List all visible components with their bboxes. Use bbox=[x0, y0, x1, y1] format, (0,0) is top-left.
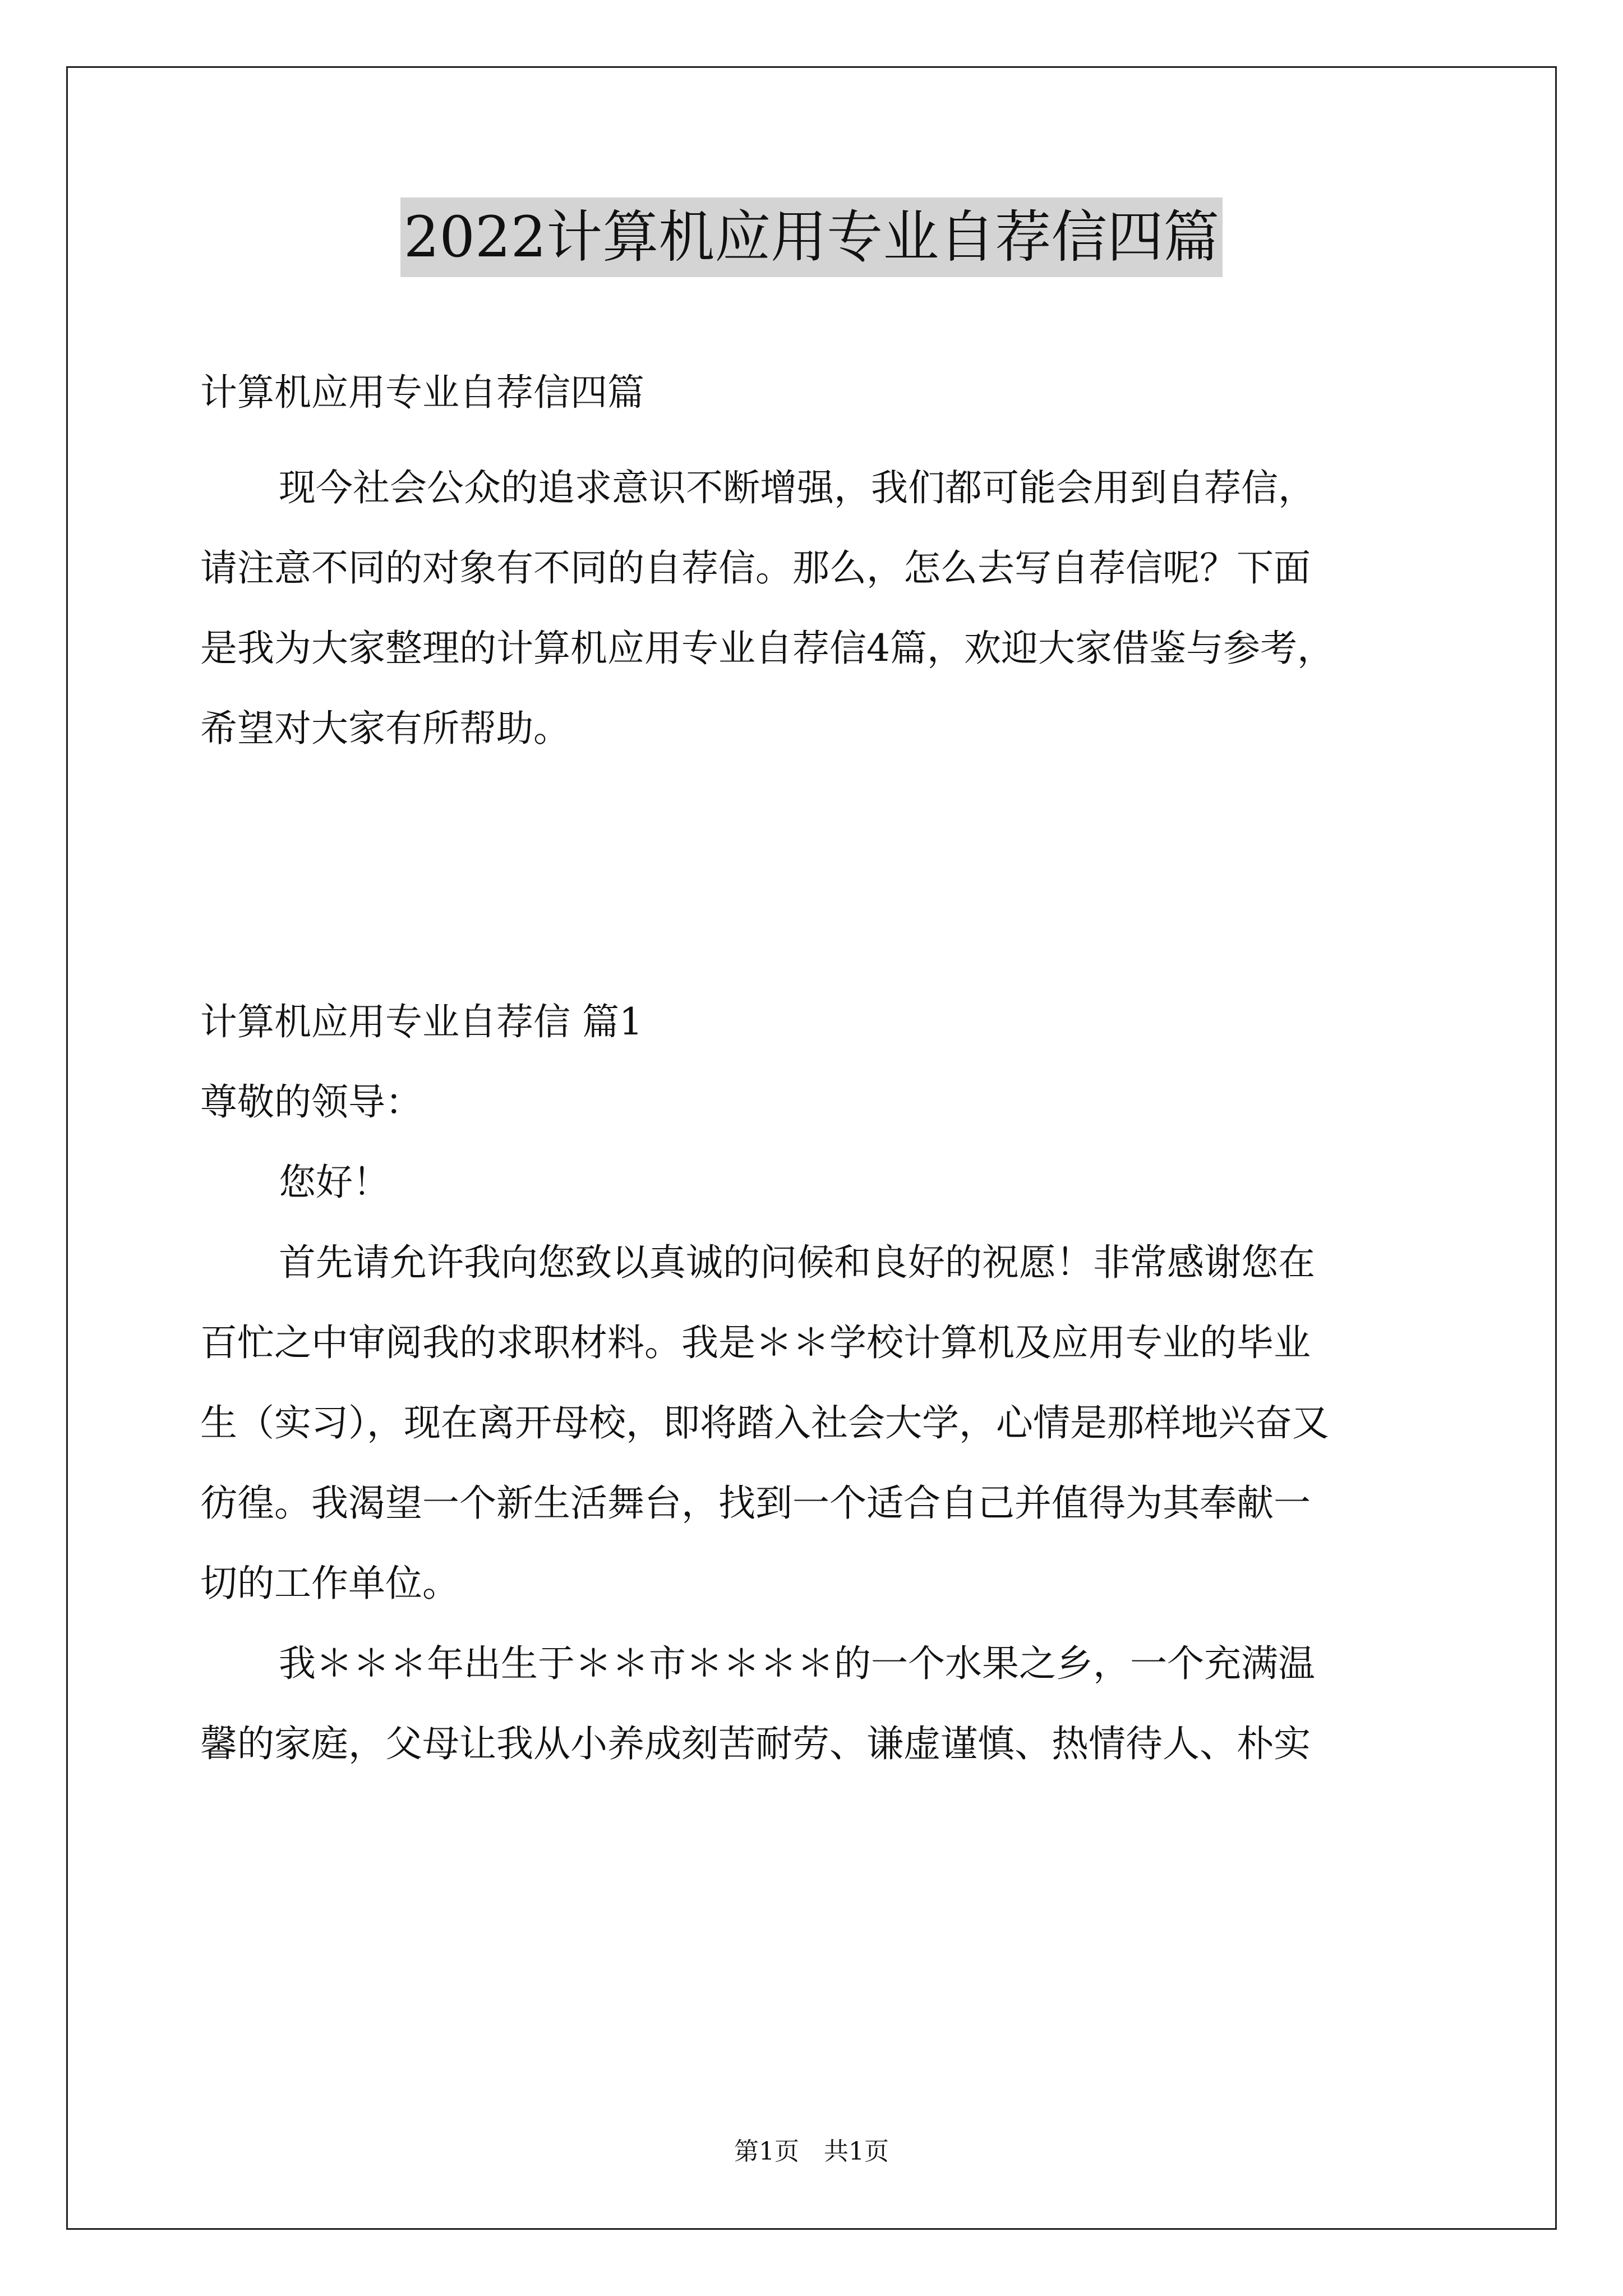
greeting: 您好！ bbox=[279, 1161, 390, 1204]
document-title-text: 2022计算机应用专业自荐信四篇 bbox=[400, 197, 1223, 277]
intro-line: 请注意不同的对象有不同的自荐信。那么，怎么去写自荐信呢？下面 bbox=[200, 546, 1311, 590]
document-subtitle: 计算机应用专业自荐信四篇 bbox=[200, 371, 644, 414]
section-heading: 计算机应用专业自荐信 篇1 bbox=[200, 1000, 643, 1043]
salutation: 尊敬的领导： bbox=[200, 1080, 422, 1124]
paragraph-line: 生（实习），现在离开母校，即将踏入社会大学，心情是那样地兴奋又 bbox=[200, 1401, 1329, 1444]
document-title bbox=[0, 197, 1623, 277]
paragraph-line: 彷徨。我渴望一个新生活舞台，找到一个适合自己并值得为其奉献一 bbox=[200, 1481, 1311, 1525]
paragraph-line: 我＊＊＊年出生于＊＊市＊＊＊＊的一个水果之乡，一个充满温 bbox=[279, 1642, 1315, 1685]
paragraph-line: 首先请允许我向您致以真诚的问候和良好的祝愿！非常感谢您在 bbox=[279, 1241, 1315, 1284]
intro-line: 现今社会公众的追求意识不断增强，我们都可能会用到自荐信， bbox=[279, 466, 1315, 509]
intro-line: 希望对大家有所帮助。 bbox=[200, 707, 570, 750]
intro-line: 是我为大家整理的计算机应用专业自荐信4篇，欢迎大家借鉴与参考， bbox=[200, 627, 1334, 670]
page-footer: 第1页 共1页 bbox=[734, 2137, 889, 2166]
paragraph-line: 百忙之中审阅我的求职材料。我是＊＊学校计算机及应用专业的毕业 bbox=[200, 1321, 1311, 1364]
paragraph-line: 馨的家庭，父母让我从小养成刻苦耐劳、谦虚谨慎、热情待人、朴实 bbox=[200, 1722, 1311, 1765]
paragraph-line: 切的工作单位。 bbox=[200, 1562, 459, 1605]
